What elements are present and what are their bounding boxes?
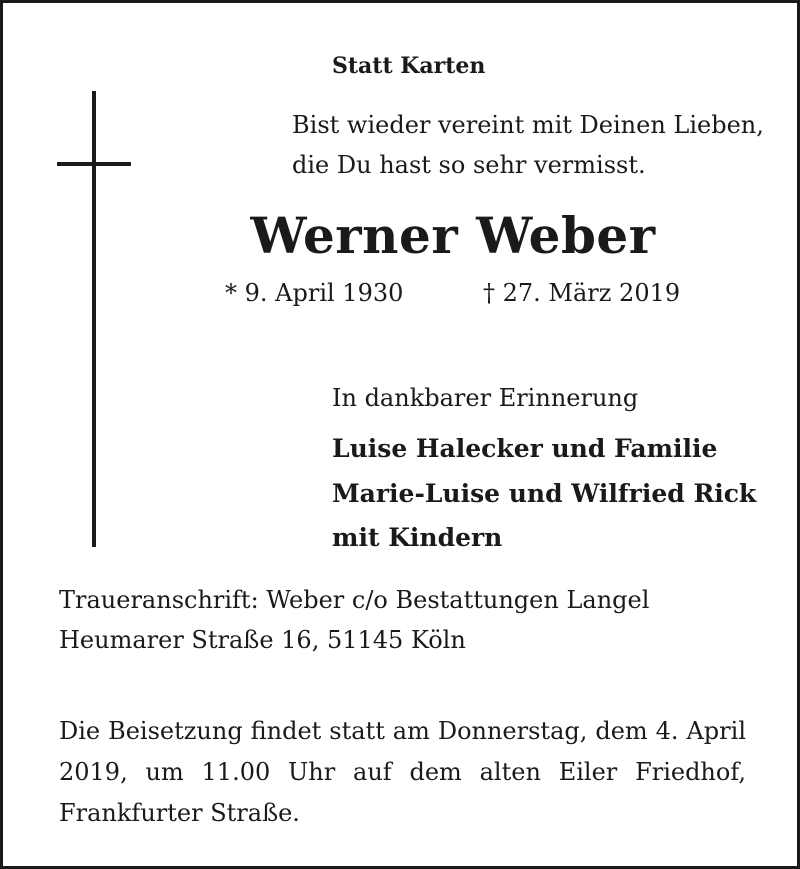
cross-icon-vertical-bar bbox=[92, 91, 96, 547]
remembrance-intro: In dankbarer Erinnerung bbox=[332, 384, 639, 412]
mourner-line: Marie-Luise und Wilfried Rick bbox=[332, 479, 757, 508]
verse-line-1: Bist wieder vereint mit Deinen Lieben, bbox=[292, 111, 764, 139]
mourner-line: mit Kindern bbox=[332, 523, 503, 552]
statt-karten-heading: Statt Karten bbox=[332, 53, 486, 79]
verse-line-2: die Du hast so sehr vermisst. bbox=[292, 151, 646, 179]
condolence-address-line-2: Heumarer Straße 16, 51145 Köln bbox=[59, 626, 466, 654]
mourner-line: Luise Halecker und Familie bbox=[332, 434, 718, 463]
deceased-name: Werner Weber bbox=[250, 206, 656, 265]
cross-icon-horizontal-bar bbox=[57, 162, 131, 166]
condolence-address-line-1: Traueranschrift: Weber c/o Bestattungen Langel bbox=[59, 586, 650, 614]
birth-date: * 9. April 1930 bbox=[225, 279, 404, 307]
death-date: † 27. März 2019 bbox=[483, 279, 681, 307]
burial-information: Die Beisetzung findet statt am Donnerstag, dem 4. April 2019, um 11.00 Uhr auf dem alten Eiler Friedhof, Frankfurter Straße. bbox=[59, 717, 746, 827]
